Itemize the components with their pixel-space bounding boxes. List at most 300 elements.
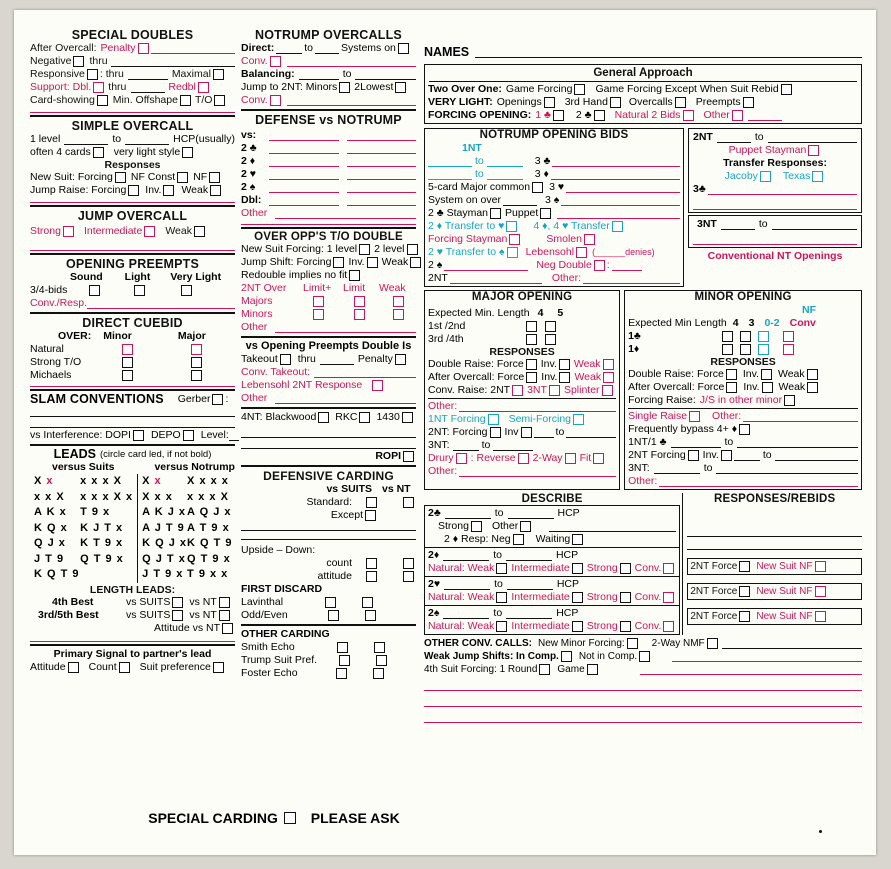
describe-section (424, 493, 862, 635)
drury-checkbox[interactable] (456, 453, 467, 464)
maj-3rd4th-4-checkbox[interactable] (526, 334, 537, 345)
attitude-vs-nt-checkbox[interactable] (222, 623, 233, 634)
not-in-comp-label: Not in Comp. (578, 651, 638, 662)
jump-raise-inv-label: Inv. (145, 184, 162, 196)
2c-other-checkbox[interactable] (520, 521, 531, 532)
special-carding-checkbox[interactable] (284, 812, 296, 824)
jump-raise-forcing-label: Jump Raise: Forcing (30, 184, 127, 196)
takeout-label: Takeout (241, 353, 278, 365)
natural-weak-label: Natural: Weak (428, 562, 495, 574)
js-other-minor-checkbox[interactable] (784, 395, 795, 406)
dbl-label: Dbl: (241, 194, 262, 206)
other-label: Other (703, 109, 730, 121)
to-label: to (758, 218, 768, 230)
third-fourth-label: 3rd /4th (428, 333, 464, 345)
michaels-major-checkbox[interactable] (191, 370, 202, 381)
to-label: to (493, 607, 503, 619)
conv-label: Conv. (634, 562, 662, 574)
new-suit-forcing-label: New Suit Forcing: 1 level (241, 243, 358, 255)
column-right (424, 28, 862, 840)
two-way-nmf-checkbox[interactable] (707, 638, 718, 649)
inv-label: Inv. (743, 381, 760, 393)
vl-openings-checkbox[interactable] (544, 97, 555, 108)
to-label: to (703, 462, 713, 474)
2nt-forcing-label: 2NT Forcing (628, 449, 686, 461)
nf-const-label: NF Const (130, 171, 176, 183)
leads-nt-col-b: X x x x x x x X A Q J x A T 9 x K Q T 9 Q T 9 x T 9 x x (187, 475, 233, 580)
new-suit-forcing-checkbox[interactable] (115, 172, 126, 183)
2d-resp-label: 2 ♦ Resp: Neg (444, 533, 511, 545)
min-dr-weak-checkbox[interactable] (807, 369, 818, 380)
attitude-label: Attitude (30, 660, 66, 673)
majors-label: Majors (241, 295, 273, 307)
bid-label: 2♦ (428, 549, 440, 561)
ga-other-checkbox[interactable] (732, 110, 743, 121)
major-opening-title: MAJOR OPENING (471, 291, 573, 303)
2c-strong-checkbox[interactable] (471, 521, 482, 532)
describe-row-1 (424, 576, 680, 605)
strong-label: Strong (586, 591, 618, 603)
blackwood-checkbox[interactable] (318, 412, 329, 423)
min-1c-02-checkbox[interactable] (758, 331, 769, 342)
bypass-label: Frequently bypass 4+ ♦ (628, 423, 738, 435)
leads-nt-col-a: X x X x x A K J x A J T 9 K Q J x Q J T x J T 9 x (142, 475, 188, 580)
suit-preference-checkbox[interactable] (213, 662, 224, 673)
ropi-checkbox[interactable] (403, 451, 414, 462)
upside-down-label: Upside – Down: (241, 544, 316, 556)
jump-strong-checkbox[interactable] (63, 226, 74, 237)
vl-overcalls-checkbox[interactable] (675, 97, 686, 108)
describe-row-2 (424, 605, 680, 635)
minors-limitplus-checkbox[interactable] (313, 309, 324, 320)
min-1c-conv-checkbox[interactable] (783, 331, 794, 342)
thru-label: thru (297, 353, 316, 365)
k1430-checkbox[interactable] (402, 412, 413, 423)
r2-strong-checkbox[interactable] (620, 621, 631, 632)
conv-label: Conv (789, 317, 816, 329)
other-label: Other: (551, 272, 582, 284)
lavinthal-label: Lavinthal (241, 596, 284, 608)
min-dr-force-checkbox[interactable] (726, 369, 737, 380)
ud-attitude-nt-checkbox[interactable] (403, 571, 414, 582)
third-fifth-suits-checkbox[interactable] (172, 610, 183, 621)
three-four-bids-label: 3/4-bids (30, 284, 68, 296)
3nt-label: 3NT: (628, 462, 650, 474)
r0-inter-checkbox[interactable] (572, 563, 583, 574)
min-1d-conv-checkbox[interactable] (783, 344, 794, 355)
majors-weak-checkbox[interactable] (393, 296, 404, 307)
r1-2nt-force-checkbox[interactable] (739, 586, 750, 597)
jump-shift-forcing-checkbox[interactable] (333, 257, 344, 268)
min-1c-4-checkbox[interactable] (722, 331, 733, 342)
nsf-2level-checkbox[interactable] (407, 244, 418, 255)
majors-limit-checkbox[interactable] (354, 296, 365, 307)
3nt-box (688, 215, 862, 248)
natural-weak-label: Natural: Weak (428, 620, 495, 632)
trump-suit-pref-label: Trump Suit Pref. (241, 654, 318, 666)
penalty-checkbox[interactable] (395, 354, 406, 365)
lavinthal-suits-checkbox[interactable] (325, 597, 336, 608)
2nt-force-label: 2NT Force (690, 611, 738, 622)
to-label: to (475, 168, 484, 180)
neg-double-label: Neg Double (536, 259, 592, 271)
two-clubs-label: 2 ♣ (241, 142, 257, 154)
vl-preempts-checkbox[interactable] (743, 97, 754, 108)
penalty-label: Penalty (100, 42, 136, 54)
maj-ao-inv-checkbox[interactable] (559, 372, 570, 383)
wjs-not-in-comp-checkbox[interactable] (639, 651, 650, 662)
majors-limitplus-checkbox[interactable] (313, 296, 324, 307)
r1-inter-checkbox[interactable] (572, 592, 583, 603)
very-light-style-checkbox[interactable] (182, 147, 193, 158)
gf-checkbox[interactable] (574, 84, 585, 95)
jump-shift-weak-checkbox[interactable] (410, 257, 421, 268)
maj-ao-weak-checkbox[interactable] (603, 372, 614, 383)
min-1d-02-checkbox[interactable] (758, 344, 769, 355)
convention-card (14, 10, 876, 855)
new-suit-nf-label: New Suit NF (756, 611, 813, 622)
ud-count-suits-checkbox[interactable] (366, 558, 377, 569)
attitude-label: attitude (317, 570, 352, 582)
standard-label: Standard: (306, 496, 352, 508)
jump-2nt-minors-checkbox[interactable] (339, 82, 350, 93)
vs-label: vs: (241, 129, 257, 141)
first-second-label: 1st /2nd (428, 320, 466, 332)
jump-raise-weak-checkbox[interactable] (210, 185, 221, 196)
light-label: Light (124, 271, 151, 283)
natural-2-bids-checkbox[interactable] (683, 110, 694, 121)
min-ao-inv-checkbox[interactable] (762, 382, 773, 393)
redouble-label: Redouble implies no fit (241, 269, 348, 281)
new-suit-nf-label: New Suit NF (756, 561, 813, 572)
jump-raise-inv-checkbox[interactable] (163, 185, 174, 196)
stayman-checkbox[interactable] (490, 208, 501, 219)
rebid-row-2 (687, 608, 862, 625)
lebensohl-2nt-checkbox[interactable] (372, 380, 383, 391)
3nt-label: 3NT (697, 218, 717, 230)
r0-weak-checkbox[interactable] (496, 563, 507, 574)
responsive-checkbox[interactable] (87, 69, 98, 80)
texas-checkbox[interactable] (812, 171, 823, 182)
jump-raise-forcing-checkbox[interactable] (128, 185, 139, 196)
ud-count-nt-checkbox[interactable] (403, 558, 414, 569)
fsf-game-checkbox[interactable] (587, 664, 598, 675)
r1-strong-checkbox[interactable] (620, 592, 631, 603)
two-lowest-checkbox[interactable] (395, 82, 406, 93)
nf-label: NF (193, 171, 208, 183)
describe-row-0 (424, 547, 680, 576)
smith-echo-nt-checkbox[interactable] (374, 642, 385, 653)
conv2-label: Conv. (241, 94, 268, 106)
fourth-best-suits-checkbox[interactable] (172, 597, 183, 608)
maj-cr-3nt-checkbox[interactable] (549, 385, 560, 396)
r1-conv-checkbox[interactable] (663, 592, 674, 603)
jump-shift-inv-checkbox[interactable] (367, 257, 378, 268)
michaels-label: Michaels (30, 369, 72, 381)
balancing-label: Balancing: (241, 68, 295, 80)
describe-2c-block (424, 505, 680, 547)
r2-weak-checkbox[interactable] (496, 621, 507, 632)
takeout-checkbox[interactable] (280, 354, 291, 365)
maximal-label: Maximal (171, 68, 211, 80)
min-1d-3-checkbox[interactable] (740, 344, 751, 355)
min-dr-inv-checkbox[interactable] (761, 369, 772, 380)
weak-jump-shifts-label: Weak Jump Shifts: In Comp. (424, 651, 559, 662)
four-transfer-checkbox[interactable] (612, 221, 623, 232)
maj-2nt-forcing-checkbox[interactable] (490, 427, 501, 438)
one-club-checkbox[interactable] (553, 110, 564, 121)
r1-new-suit-nf-checkbox[interactable] (815, 586, 826, 597)
page-dot (819, 830, 822, 833)
often-4-cards-checkbox[interactable] (93, 147, 104, 158)
maj-1st2nd-5-checkbox[interactable] (545, 321, 556, 332)
other2-label: Other: (628, 475, 658, 487)
inv-label: Inv. (702, 449, 719, 461)
vl-third-hand-checkbox[interactable] (610, 97, 621, 108)
slam-conventions-title: SLAM CONVENTIONS (30, 392, 164, 406)
dopi-checkbox[interactable] (133, 430, 144, 441)
preempt-light-checkbox[interactable] (134, 285, 145, 296)
primary-signal-label: Primary Signal to partner's lead (53, 647, 212, 660)
smolen-checkbox[interactable] (584, 234, 595, 245)
trump-pref-nt-checkbox[interactable] (376, 655, 387, 666)
fourth-best-nt-checkbox[interactable] (219, 597, 230, 608)
weak-label: Weak (573, 358, 601, 370)
michaels-minor-checkbox[interactable] (122, 370, 133, 381)
conv-checkbox[interactable] (270, 56, 281, 67)
other-carding-title: OTHER CARDING (241, 628, 330, 640)
fsf-1round-checkbox[interactable] (539, 664, 550, 675)
jump-shift-weak-label: Weak (381, 256, 409, 268)
maj-dr-inv-checkbox[interactable] (559, 359, 570, 370)
strong-to-minor-checkbox[interactable] (122, 357, 133, 368)
preempt-sound-checkbox[interactable] (89, 285, 100, 296)
maj-dr-force-checkbox[interactable] (526, 359, 537, 370)
r2-conv-checkbox[interactable] (663, 621, 674, 632)
drury-2way-checkbox[interactable] (565, 453, 576, 464)
2nt-label: 2NT (693, 131, 713, 143)
gerber-checkbox[interactable] (212, 394, 223, 405)
leads-title: LEADS (53, 447, 96, 461)
nf-const-checkbox[interactable] (177, 172, 188, 183)
2s-label: 2 ♠ (428, 259, 443, 271)
2h-transfer-checkbox[interactable] (507, 247, 518, 258)
2d-transfer-checkbox[interactable] (506, 221, 517, 232)
fourth-suit-forcing-label: 4th Suit Forcing: 1 Round (424, 664, 538, 675)
maj-1st2nd-4-checkbox[interactable] (526, 321, 537, 332)
responsive-thru-label: : thru (99, 68, 124, 80)
standard-suits-checkbox[interactable] (366, 497, 377, 508)
3nt-label: 3NT (527, 384, 547, 396)
r0-new-suit-nf-checkbox[interactable] (815, 561, 826, 572)
card-showing-checkbox[interactable] (97, 95, 108, 106)
to-label: to (475, 155, 484, 167)
natural-minor-checkbox[interactable] (122, 344, 133, 355)
natural-2-bids-label: Natural 2 Bids (614, 109, 681, 121)
jump-shift-label: Jump Shift: Forcing (241, 256, 332, 268)
over-to-double-title: OVER OPP'S T/O DOUBLE (254, 231, 403, 243)
two-club-checkbox[interactable] (594, 110, 605, 121)
conv-resp-label: Conv./Resp. (30, 297, 87, 309)
ud-attitude-suits-checkbox[interactable] (366, 571, 377, 582)
jump-strong-label: Strong (30, 225, 61, 237)
systems-on-checkbox[interactable] (398, 43, 409, 54)
to-label: to (555, 426, 565, 438)
jacoby-checkbox[interactable] (760, 171, 771, 182)
special-carding-footer (124, 810, 424, 828)
maj-cr-2nt-checkbox[interactable] (512, 385, 523, 396)
odd-even-suits-checkbox[interactable] (328, 610, 339, 621)
5-card-major-checkbox[interactable] (532, 182, 543, 193)
single-raise-checkbox[interactable] (689, 411, 700, 422)
sound-label: Sound (70, 271, 103, 283)
neg-double-checkbox[interactable] (594, 260, 605, 271)
maj-2nt-inv-checkbox[interactable] (521, 427, 532, 438)
general-approach-title: General Approach (593, 67, 693, 79)
nf-checkbox[interactable] (209, 172, 220, 183)
trump-pref-suits-checkbox[interactable] (339, 655, 350, 666)
limit-plus-label: Limit+ (303, 282, 332, 294)
vs-nt-header: vs NT (382, 483, 411, 495)
hcp-label: HCP (557, 507, 580, 519)
over-label: OVER: (58, 330, 92, 342)
jump-weak-checkbox[interactable] (194, 226, 205, 237)
maj-1nt-forcing-checkbox[interactable] (488, 414, 499, 425)
min-2nt-forcing-checkbox[interactable] (688, 450, 699, 461)
weak-label: Weak (574, 371, 602, 383)
2d-neg-checkbox[interactable] (513, 534, 524, 545)
other-label: Other (241, 207, 268, 219)
odd-even-nt-checkbox[interactable] (365, 610, 376, 621)
2h-transfer-label: 2 ♥ Transfer to ♠ (428, 246, 505, 258)
drury-reverse-checkbox[interactable] (518, 453, 529, 464)
hcp-label: HCP (555, 549, 579, 561)
double-raise-label: Double Raise: Force (428, 358, 524, 370)
leads-suits-col-a: X x x x X A K x K Q x Q J x J T 9 K Q T 9 (34, 475, 80, 580)
conv-label: Conv. (241, 55, 268, 67)
min-1d-4-checkbox[interactable] (722, 344, 733, 355)
minors-limit-checkbox[interactable] (354, 309, 365, 320)
count-label: count (326, 557, 352, 569)
maximal-checkbox[interactable] (213, 69, 224, 80)
min-ao-force-checkbox[interactable] (726, 382, 737, 393)
attitude-checkbox[interactable] (68, 662, 79, 673)
2d-waiting-checkbox[interactable] (572, 534, 583, 545)
smith-echo-label: Smith Echo (241, 641, 295, 653)
new-minor-forcing-checkbox[interactable] (627, 638, 638, 649)
support-dbl-checkbox[interactable] (93, 82, 104, 93)
r0-conv-checkbox[interactable] (663, 563, 674, 574)
special-carding-label: SPECIAL CARDING (148, 810, 278, 826)
puppet-stayman-checkbox[interactable] (808, 145, 819, 156)
to-label: to (762, 449, 772, 461)
min-ao-weak-checkbox[interactable] (807, 382, 818, 393)
n4-label: 4 (537, 307, 544, 319)
jump-intermediate-checkbox[interactable] (144, 226, 155, 237)
strong-label: Strong (586, 562, 618, 574)
r2-new-suit-nf-checkbox[interactable] (815, 611, 826, 622)
conv-raise-label: Conv. Raise: 2NT (428, 384, 511, 396)
penalty-label: Penalty (357, 353, 393, 365)
to-checkbox[interactable] (214, 95, 225, 106)
two-club-label: 2 ♣ (575, 109, 592, 121)
natural-major-checkbox[interactable] (191, 344, 202, 355)
drury-fit-checkbox[interactable] (593, 453, 604, 464)
minors-weak-checkbox[interactable] (393, 309, 404, 320)
major-label: Major (177, 330, 206, 342)
jump-weak-label: Weak (165, 225, 192, 237)
r1-weak-checkbox[interactable] (496, 592, 507, 603)
conv2-checkbox[interactable] (270, 95, 281, 106)
smith-echo-suits-checkbox[interactable] (337, 642, 348, 653)
foster-echo-suits-checkbox[interactable] (336, 668, 347, 679)
bid-label: 2♠ (428, 607, 440, 619)
rkc-checkbox[interactable] (359, 412, 370, 423)
min-2nt-inv-checkbox[interactable] (721, 450, 732, 461)
count-checkbox[interactable] (119, 662, 130, 673)
r0-2nt-force-checkbox[interactable] (739, 561, 750, 572)
standard-nt-checkbox[interactable] (403, 497, 414, 508)
jump-overcall-title: JUMP OVERCALL (77, 209, 188, 223)
maj-splinter-checkbox[interactable] (602, 385, 613, 396)
depo-checkbox[interactable] (183, 430, 194, 441)
one-club-label: 1 ♣ (535, 109, 551, 121)
bid-label: 2♥ (428, 578, 441, 590)
other-label: Other (241, 392, 268, 404)
preempt-very-light-checkbox[interactable] (181, 285, 192, 296)
maj-dr-weak-checkbox[interactable] (603, 359, 614, 370)
nsf-1level-checkbox[interactable] (359, 244, 370, 255)
min-offshape-checkbox[interactable] (180, 95, 191, 106)
penalty-checkbox[interactable] (138, 43, 149, 54)
negative-label: Negative (30, 55, 72, 67)
lavinthal-nt-checkbox[interactable] (362, 597, 373, 608)
two-way-label: 2-Way (532, 452, 563, 464)
general-approach-box (424, 64, 862, 124)
except-checkbox[interactable] (365, 510, 376, 521)
maj-3rd4th-5-checkbox[interactable] (545, 334, 556, 345)
r2-2nt-force-checkbox[interactable] (739, 611, 750, 622)
smolen-label: Smolen (546, 233, 582, 245)
describe-right (682, 493, 862, 635)
third-fifth-nt-checkbox[interactable] (219, 610, 230, 621)
after-overcall-label: After Overcall: Force (628, 381, 725, 393)
suit-preference-label: Suit preference (139, 660, 211, 673)
r0-strong-checkbox[interactable] (620, 563, 631, 574)
negative-checkbox[interactable] (73, 56, 84, 67)
redouble-checkbox[interactable] (349, 270, 360, 281)
maj-semi-forcing-checkbox[interactable] (573, 414, 584, 425)
foster-echo-nt-checkbox[interactable] (373, 668, 384, 679)
wjs-in-comp-checkbox[interactable] (561, 651, 572, 662)
double-raise-label: Double Raise: Force (628, 368, 724, 380)
r2-inter-checkbox[interactable] (572, 621, 583, 632)
lebensohl-checkbox[interactable] (576, 247, 587, 258)
gf-except-checkbox[interactable] (781, 84, 792, 95)
nf-label: NF (802, 304, 816, 316)
puppet-checkbox[interactable] (540, 208, 551, 219)
redbl-checkbox[interactable] (198, 82, 209, 93)
maj-ao-force-checkbox[interactable] (526, 372, 537, 383)
vs-suits-label: vs SUITS (126, 608, 171, 621)
strong-to-major-checkbox[interactable] (191, 357, 202, 368)
min-1c-3-checkbox[interactable] (740, 331, 751, 342)
forcing-stayman-checkbox[interactable] (509, 234, 520, 245)
support-thru-label: thru (108, 81, 127, 93)
bypass-checkbox[interactable] (739, 424, 750, 435)
other-label: Other: (712, 410, 742, 422)
1nt-1c-label: 1NT/1 ♣ (628, 436, 667, 448)
